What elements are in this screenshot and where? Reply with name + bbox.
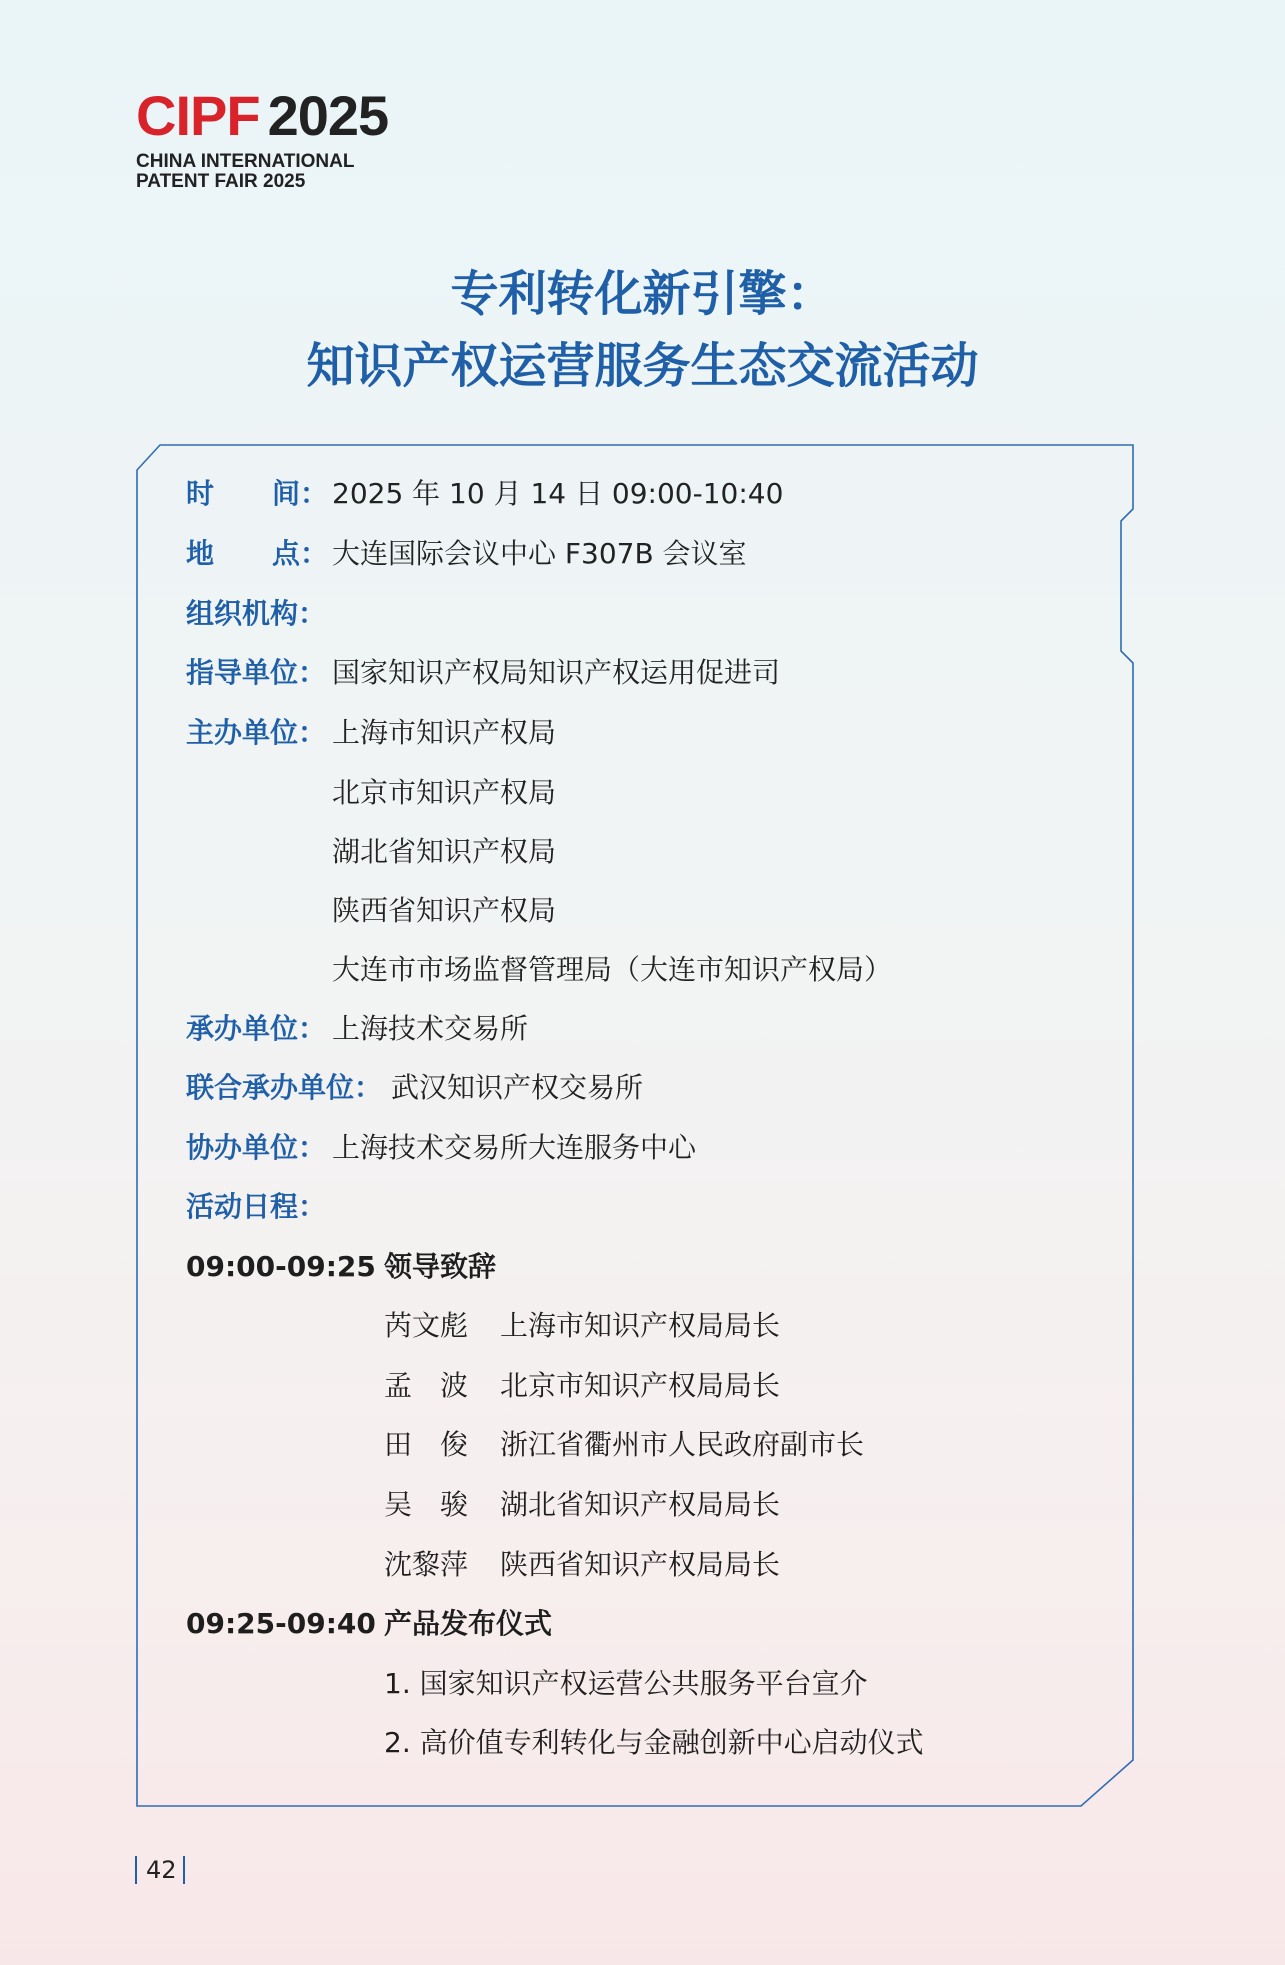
- joint-label: 联合承办单位：: [186, 1071, 383, 1104]
- speaker-name-2: 孟 波: [384, 1369, 469, 1402]
- guide-row: [186, 653, 781, 693]
- page-number-bar-right: [183, 1856, 185, 1884]
- time-value: 2025 年 10 月 14 日 09:00-10:40: [332, 477, 784, 510]
- org-row: [186, 594, 326, 634]
- assist-value: 上海技术交易所大连服务中心: [332, 1131, 697, 1164]
- assist-row: [186, 1128, 697, 1168]
- schedule-title-1: 领导致辞: [384, 1250, 497, 1283]
- logo-line-2: PATENT FAIR 2025: [136, 171, 306, 192]
- ceremony-item-text-1: 1. 国家知识产权运营公共服务平台宣介: [384, 1667, 868, 1700]
- schedule-time-2: 09:25-09:40: [186, 1607, 376, 1640]
- org-label: 组织机构：: [186, 597, 327, 630]
- title-line-2: 知识产权运营服务生态交流活动: [306, 338, 979, 394]
- speaker-role-2: 北京市知识产权局局长: [500, 1369, 781, 1402]
- joint-row: [186, 1068, 644, 1108]
- schedule-time-1: 09:00-09:25: [186, 1250, 376, 1283]
- speaker-role-4: 湖北省知识产权局局长: [500, 1488, 781, 1521]
- place-row: [186, 534, 747, 574]
- page-number: 42: [146, 1856, 177, 1884]
- speaker-name-1: 芮文彪: [384, 1309, 469, 1342]
- undertake-label: 承办单位：: [186, 1012, 327, 1045]
- host-value-2: 北京市知识产权局: [332, 776, 557, 809]
- host-value-3: 湖北省知识产权局: [332, 835, 557, 868]
- host-value-5: 大连市市场监督管理局（大连市知识产权局）: [332, 953, 893, 986]
- schedule-title-2: 产品发布仪式: [384, 1607, 553, 1640]
- host-value-4: 陕西省知识产权局: [332, 894, 557, 927]
- speaker-name-4: 吴 骏: [384, 1488, 469, 1521]
- speaker-name-5: 沈黎萍: [384, 1548, 469, 1581]
- cipf-logo: [136, 84, 389, 192]
- time-row: [186, 474, 784, 514]
- logo-year: 2025: [267, 84, 389, 147]
- undertake-value: 上海技术交易所: [332, 1012, 529, 1045]
- speaker-role-5: 陕西省知识产权局局长: [500, 1548, 781, 1581]
- guide-label: 指导单位：: [186, 656, 327, 689]
- joint-value: 武汉知识产权交易所: [391, 1071, 644, 1104]
- frame-border: [137, 445, 1133, 1806]
- place-label: 地 点：: [186, 537, 329, 570]
- ceremony-item-text-2: 2. 高价值专利转化与金融创新中心启动仪式: [384, 1726, 924, 1759]
- title-line-1: 专利转化新引擎：: [450, 266, 835, 322]
- host-value-1: 上海市知识产权局: [332, 716, 557, 749]
- speaker-role-3: 浙江省衢州市人民政府副市长: [500, 1428, 865, 1461]
- page-number-bar-left: [135, 1856, 137, 1884]
- time-label: 时 间：: [186, 477, 329, 510]
- logo-brand: CIPF: [136, 84, 260, 147]
- undertake-row: [186, 1009, 529, 1049]
- host-label: 主办单位：: [186, 716, 327, 749]
- speaker-role-1: 上海市知识产权局局长: [500, 1309, 781, 1342]
- host-row: [186, 713, 893, 986]
- logo-wordmark: [136, 84, 389, 147]
- page-title: [0, 258, 1285, 402]
- schedule-label: 活动日程：: [186, 1190, 327, 1223]
- place-value: 大连国际会议中心 F307B 会议室: [332, 537, 747, 570]
- schedule-item-2: [186, 1604, 553, 1644]
- logo-line-1: CHINA INTERNATIONAL: [136, 151, 355, 172]
- speaker-name-3: 田 俊: [384, 1428, 469, 1461]
- schedule-item-1: [186, 1247, 497, 1287]
- guide-value: 国家知识产权局知识产权运用促进司: [332, 656, 781, 689]
- schedule-row: [186, 1187, 326, 1227]
- assist-label: 协办单位：: [186, 1131, 327, 1164]
